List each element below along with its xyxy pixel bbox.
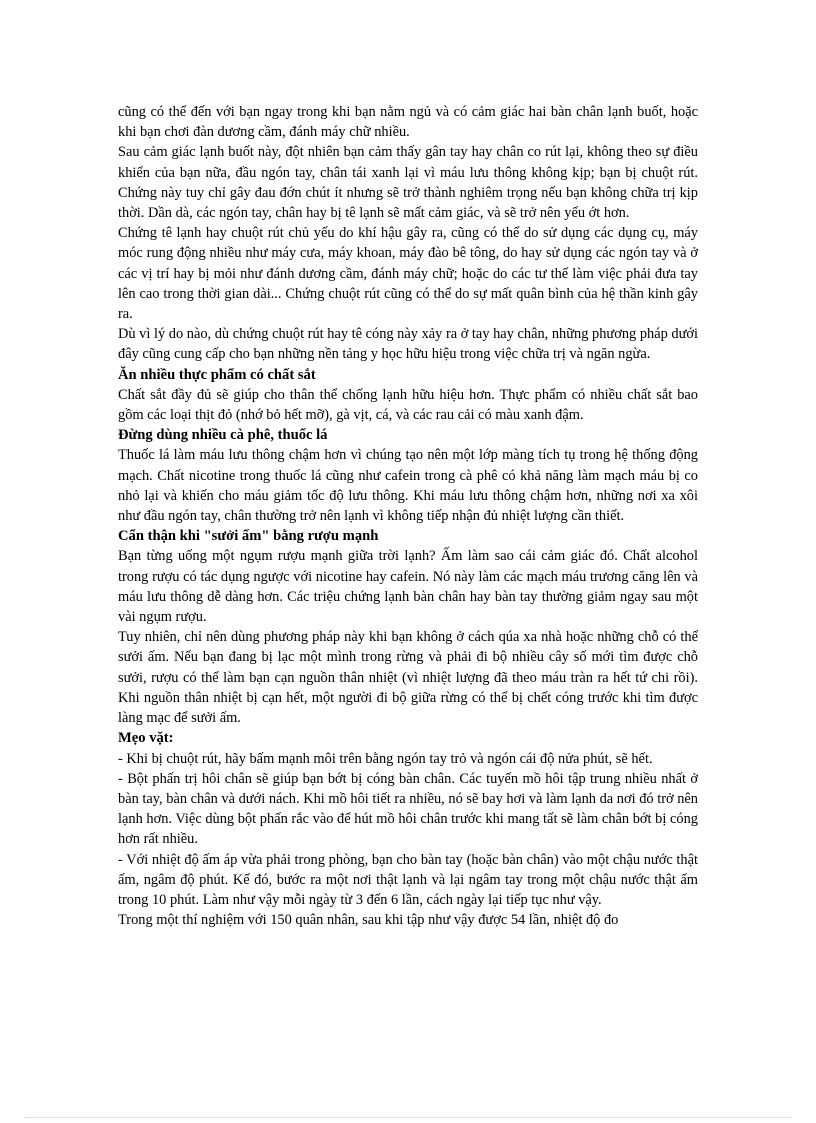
heading-iron-foods: Ăn nhiều thực phẩm có chất sắt xyxy=(118,366,316,383)
paragraph-symptoms: Sau cảm giác lạnh buốt này, đột nhiên bạn cảm thấy gân tay hay chân co rút lại, không theo sự điều khiển của bạn nữa, đầu ngón tay, chân tái xanh lại vì máu lưu thông không kịp; bạn bị chuột rút. Chứng này tuy chỉ gây đau đớn chút ít nhưng sẽ trở thành nghiêm trọng nếu bạn không chữa trị kịp thời. Dần dà, các ngón tay, chân hay bị tê lạnh sẽ mất cảm giác, và sẽ trở nên yếu ớt hơn. xyxy=(118,144,698,222)
page-bottom-divider xyxy=(24,1117,792,1118)
paragraph-alcohol: Bạn từng uống một ngụm rượu mạnh giữa trời lạnh? Ấm làm sao cái cảm giác đó. Chất alcohol trong rượu có tác dụng ngược với nicotine hay cafein. Nó này làm các mạch máu trương căng lên và máu lưu thông dễ dàng hơn. Các triệu chứng lạnh bàn chân hay bàn tay thường giảm ngay sau một vài ngụm rượu. xyxy=(118,548,698,626)
paragraph-causes: Chứng tê lạnh hay chuột rút chủ yếu do khí hậu gây ra, cũng có thể do sử dụng các dụng cụ, máy móc rung động nhiều như máy cưa, máy khoan, máy đào bê tông, do hay sử dụng các ngón tay và ở các vị trí hay bị mỏi như đánh dương cầm, đánh máy chữ; hoặc do các tư thế làm việc phải đưa tay lên cao trong thời gian dài... Chứng chuột rút cũng có thể do sự mất quân bình của hệ thần kinh gây ra. xyxy=(118,225,698,323)
tip-item: - Khi bị chuột rút, hãy bấm mạnh môi trên bằng ngón tay trỏ và ngón cái độ nửa phút, sẽ hết. xyxy=(118,750,653,767)
document-page xyxy=(118,102,698,930)
heading-alcohol: Cẩn thận khi "sưởi ấm" bằng rượu mạnh xyxy=(118,528,379,545)
heading-tips: Mẹo vặt: xyxy=(118,730,174,747)
tip-item: - Với nhiệt độ ấm áp vừa phải trong phòng, bạn cho bàn tay (hoặc bàn chân) vào một chậu nước thật ấm, ngâm độ phút. Kế đó, bước ra một nơi thật lạnh và lại ngâm tay trong một chậu nước thật ấm trong 10 phút. Làm như vậy mỗi ngày từ 3 đến 6 lần, cách ngày lại tiếp tục như vậy. xyxy=(118,851,698,908)
paragraph-iron-foods: Chất sắt đầy đủ sẽ giúp cho thân thể chống lạnh hữu hiệu hơn. Thực phẩm có nhiều chất sắt bao gồm các loại thịt đỏ (nhớ bỏ hết mỡ), gà vịt, cá, và các rau cải có màu xanh đậm. xyxy=(118,386,698,424)
tip-item: - Bột phấn trị hôi chân sẽ giúp bạn bớt bị cóng bàn chân. Các tuyến mồ hôi tập trung nhiều nhất ở bàn tay, bàn chân và dưới nách. Khi mồ hôi tiết ra nhiều, nó sẽ bay hơi và làm lạnh da nơi đó trở nên lạnh hơn. Việc dùng bột phấn rắc vào để hút mồ hôi chân trước khi mang tất sẽ làm chân bớt bị cóng hơn rất nhiều. xyxy=(118,770,698,848)
heading-coffee-tobacco: Đừng dùng nhiều cà phê, thuốc lá xyxy=(118,427,328,444)
paragraph-alcohol-warning: Tuy nhiên, chỉ nên dùng phương pháp này khi bạn không ở cách qúa xa nhà hoặc những chỗ có thể sưởi ấm. Nếu bạn đang bị lạc một mình trong rừng và phải đi bộ nhiều cây số mới tìm được chỗ sưởi, rượu có thể làm bạn cạn nguồn thân nhiệt (vì nhiệt lượng đã theo máu tràn ra hết tứ chi rồi). Khi nguồn thân nhiệt bị cạn hết, một người đi bộ giữa rừng có thể bị chết cóng trước khi tìm được làng mạc để sưởi ấm. xyxy=(118,629,698,727)
paragraph-experiment: Trong một thí nghiệm với 150 quân nhân, sau khi tập như vậy được 54 lần, nhiệt độ đo xyxy=(118,912,619,929)
paragraph-intro: cũng có thể đến với bạn ngay trong khi bạn nằm ngủ và có cảm giác hai bàn chân lạnh buốt, hoặc khi bạn chơi đàn dương cầm, đánh máy chữ nhiều. xyxy=(118,104,698,141)
paragraph-methods-intro: Dù vì lý do nào, dù chứng chuột rút hay tê cóng này xảy ra ở tay hay chân, những phương pháp dưới đây cũng cung cấp cho bạn những nền tảng y học hữu hiệu trong việc chữa trị và ngăn ngừa. xyxy=(118,326,698,363)
paragraph-coffee-tobacco: Thuốc lá làm máu lưu thông chậm hơn vì chúng tạo nên một lớp màng tích tụ trong hệ thống động mạch. Chất nicotine trong thuốc lá cũng như cafein trong cà phê có khả năng làm mạch máu bị co nhỏ lại và khiến cho máu giảm tốc độ lưu thông. Khi máu lưu thông chậm hơn, những nơi xa xôi như đầu ngón tay, chân thường trở nên lạnh vì không tiếp nhận đủ nhiệt lượng cần thiết. xyxy=(118,447,698,525)
